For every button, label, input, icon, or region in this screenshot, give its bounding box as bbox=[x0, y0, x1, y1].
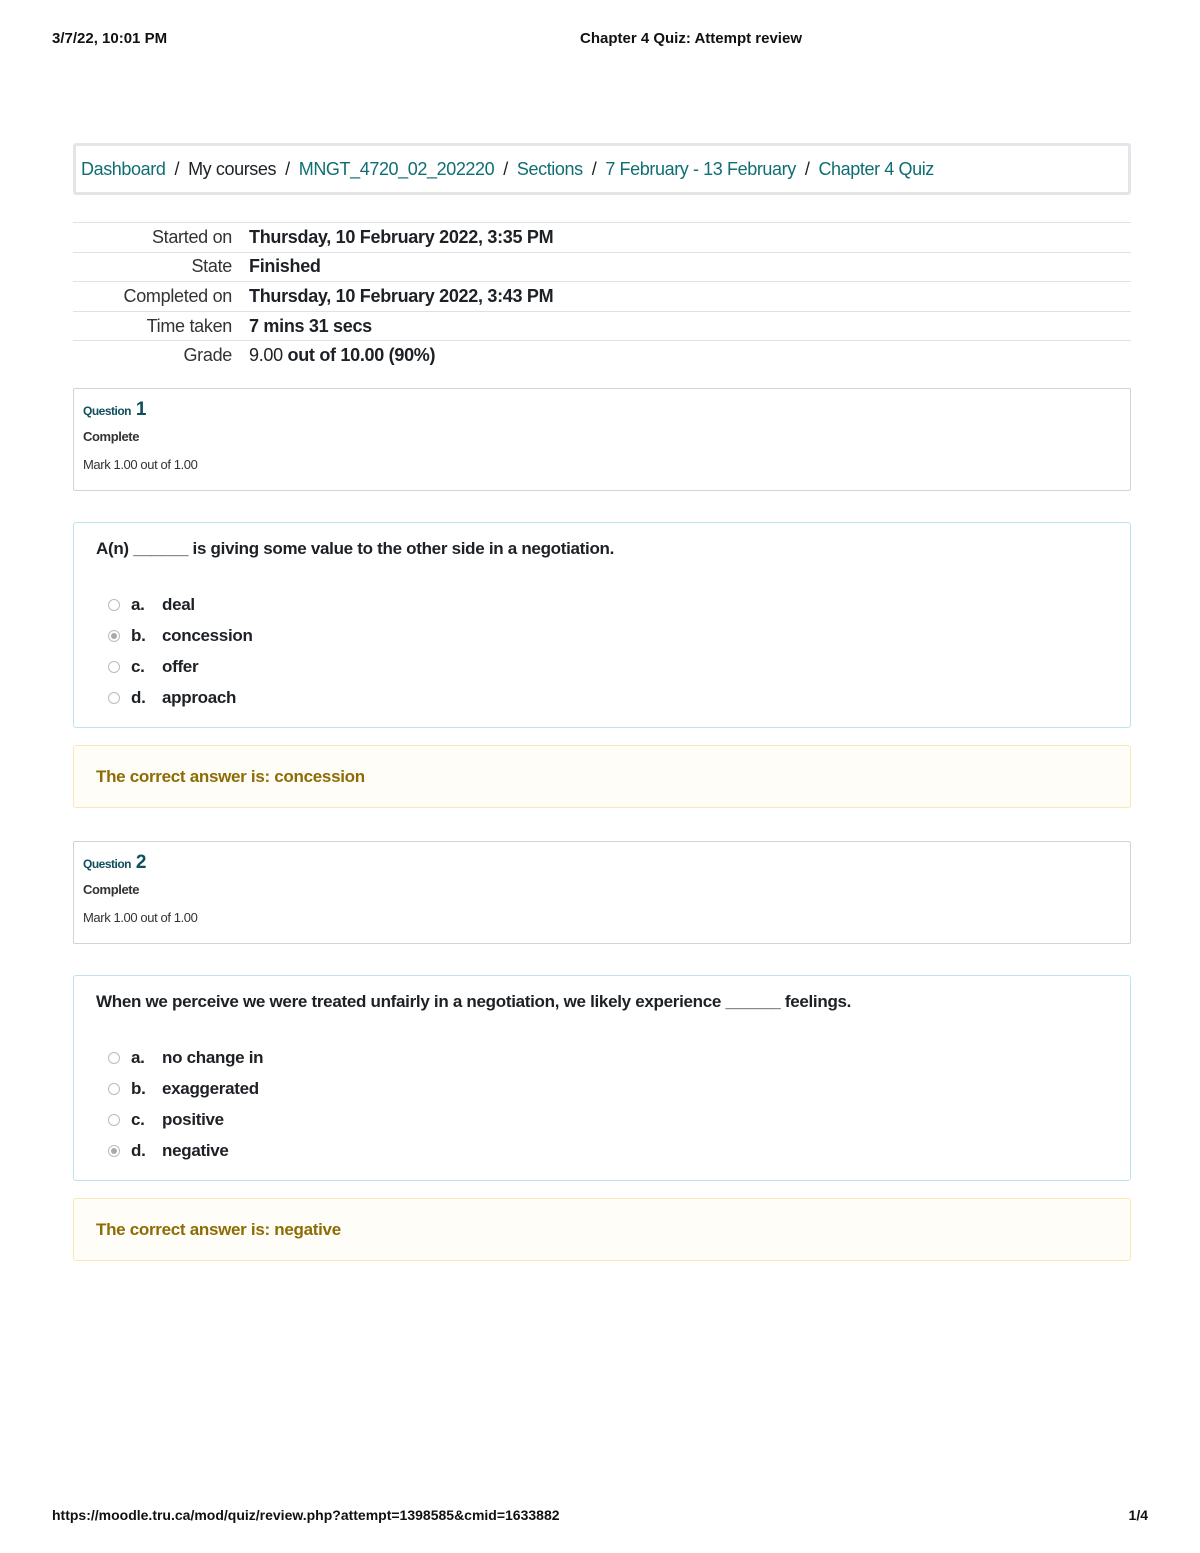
breadcrumb-week-link[interactable]: 7 February - 13 February bbox=[605, 158, 796, 179]
answer-text: negative bbox=[162, 1140, 229, 1160]
question-number bbox=[83, 399, 1121, 421]
summary-row-state bbox=[73, 252, 1131, 282]
radio-button[interactable] bbox=[108, 1052, 120, 1064]
answer-list bbox=[96, 589, 1108, 713]
time-taken-value: 7 mins 31 secs bbox=[241, 311, 1131, 341]
answer-text: approach bbox=[162, 687, 237, 707]
breadcrumb-separator: / bbox=[591, 158, 597, 179]
answer-letter: b. bbox=[131, 1078, 146, 1098]
started-value: Thursday, 10 February 2022, 3:35 PM bbox=[241, 223, 1131, 253]
question-info bbox=[73, 841, 1131, 944]
time-taken-label: Time taken bbox=[73, 311, 241, 341]
breadcrumb-course-link[interactable]: MNGT_4720_02_202220 bbox=[298, 158, 495, 179]
question-label: Question bbox=[83, 404, 132, 418]
answer-option[interactable] bbox=[96, 682, 1108, 713]
breadcrumb-separator: / bbox=[285, 158, 290, 179]
answer-letter: c. bbox=[131, 1109, 145, 1129]
radio-button[interactable] bbox=[108, 1114, 120, 1126]
question-info bbox=[73, 388, 1131, 491]
summary-row-grade bbox=[73, 341, 1131, 371]
question-number-value: 1 bbox=[135, 399, 146, 420]
question-number-value: 2 bbox=[135, 852, 146, 873]
breadcrumb-sections-link[interactable]: Sections bbox=[516, 158, 583, 179]
question-formulation bbox=[73, 522, 1131, 728]
completed-value: Thursday, 10 February 2022, 3:43 PM bbox=[241, 282, 1131, 312]
question-label: Question bbox=[83, 857, 132, 871]
radio-button[interactable] bbox=[108, 692, 120, 704]
question-text: A(n) ______ is giving some value to the other side in a negotiation. bbox=[96, 539, 615, 558]
answer-text: offer bbox=[162, 656, 199, 676]
feedback-text: The correct answer is: concession bbox=[96, 766, 365, 786]
grade-value bbox=[241, 341, 1131, 371]
correct-answer-feedback bbox=[73, 1198, 1131, 1261]
breadcrumb bbox=[73, 143, 1131, 195]
feedback-text: The correct answer is: negative bbox=[96, 1219, 341, 1239]
answer-letter: c. bbox=[131, 656, 145, 676]
breadcrumb-quiz-link[interactable]: Chapter 4 Quiz bbox=[818, 158, 934, 179]
breadcrumb-dashboard-link[interactable]: Dashboard bbox=[81, 158, 166, 179]
question-number bbox=[83, 852, 1121, 874]
summary-row-time bbox=[73, 311, 1131, 341]
print-footer bbox=[52, 1507, 1148, 1527]
answer-option[interactable] bbox=[96, 589, 1108, 620]
answer-letter: a. bbox=[131, 594, 145, 614]
print-url: https://moodle.tru.ca/mod/quiz/review.php?attempt=1398585&cmid=1633882 bbox=[52, 1507, 560, 1523]
question-state: Complete bbox=[83, 882, 140, 897]
question-text: When we perceive we were treated unfairly in a negotiation, we likely experience ______ feelings. bbox=[96, 992, 852, 1011]
answer-text: positive bbox=[162, 1109, 224, 1129]
breadcrumb-separator: / bbox=[804, 158, 810, 179]
answer-option[interactable] bbox=[96, 620, 1108, 651]
breadcrumb-separator: / bbox=[174, 158, 180, 179]
radio-button[interactable] bbox=[108, 661, 120, 673]
answer-text: exaggerated bbox=[162, 1078, 259, 1098]
started-label: Started on bbox=[73, 223, 241, 253]
question-mark: Mark 1.00 out of 1.00 bbox=[83, 910, 198, 925]
answer-letter: d. bbox=[131, 1140, 146, 1160]
question-mark: Mark 1.00 out of 1.00 bbox=[83, 457, 198, 472]
grade-label: Grade bbox=[73, 341, 241, 371]
summary-row-started bbox=[73, 223, 1131, 253]
answer-option[interactable] bbox=[96, 1042, 1108, 1073]
answer-letter: d. bbox=[131, 687, 146, 707]
answer-text: concession bbox=[162, 625, 253, 645]
answer-letter: a. bbox=[131, 1047, 145, 1067]
breadcrumb-separator: / bbox=[503, 158, 508, 179]
radio-button[interactable] bbox=[108, 599, 120, 611]
completed-label: Completed on bbox=[73, 282, 241, 312]
answer-option[interactable] bbox=[96, 1073, 1108, 1104]
grade-out-of: out of 10.00 (90%) bbox=[282, 345, 436, 366]
question-formulation bbox=[73, 975, 1131, 1181]
answer-option[interactable] bbox=[96, 1104, 1108, 1135]
print-page-number: 1/4 bbox=[1128, 1507, 1148, 1523]
radio-button[interactable] bbox=[108, 1083, 120, 1095]
state-label: State bbox=[73, 252, 241, 282]
answer-text: deal bbox=[162, 594, 195, 614]
print-header bbox=[52, 30, 1148, 50]
correct-answer-feedback bbox=[73, 745, 1131, 808]
answer-option[interactable] bbox=[96, 1135, 1108, 1166]
answer-list bbox=[96, 1042, 1108, 1166]
grade-number: 9.00 bbox=[249, 345, 283, 366]
radio-button-selected[interactable] bbox=[108, 1145, 120, 1157]
question-state: Complete bbox=[83, 429, 140, 444]
answer-text: no change in bbox=[162, 1047, 264, 1067]
summary-row-completed bbox=[73, 282, 1131, 312]
attempt-summary-table bbox=[73, 222, 1131, 370]
print-date: 3/7/22, 10:01 PM bbox=[52, 30, 168, 47]
answer-letter: b. bbox=[131, 625, 146, 645]
print-title: Chapter 4 Quiz: Attempt review bbox=[580, 30, 802, 47]
breadcrumb-my-courses: My courses bbox=[188, 158, 277, 179]
radio-button-selected[interactable] bbox=[108, 630, 120, 642]
state-value: Finished bbox=[241, 252, 1131, 282]
answer-option[interactable] bbox=[96, 651, 1108, 682]
